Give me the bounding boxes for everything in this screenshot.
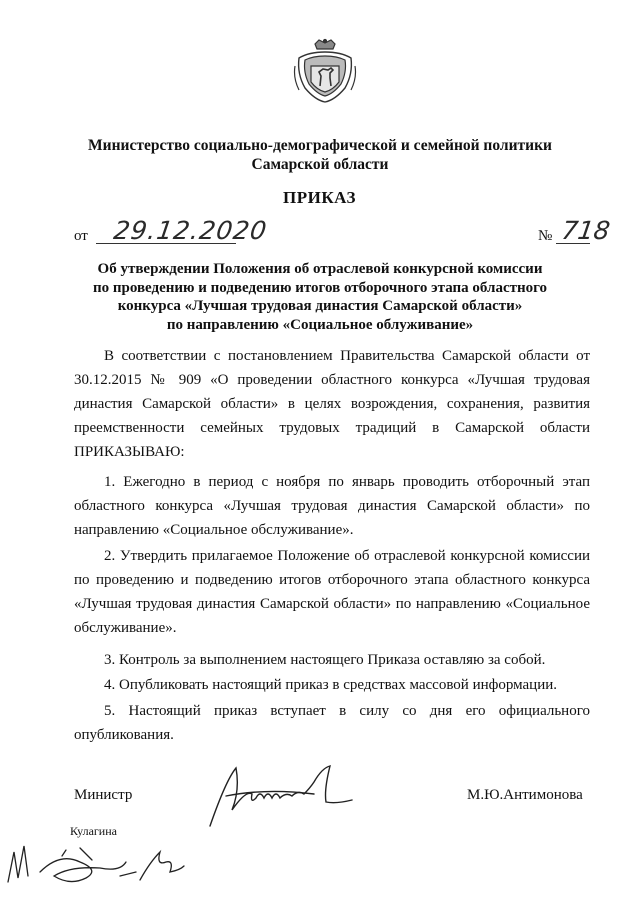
handwritten-signature [206, 760, 356, 830]
order-item-5: 5. Настоящий приказ вступает в силу со дня его официального опубликования. [74, 703, 590, 743]
date-underline [96, 243, 236, 244]
signer-role: Министр [74, 787, 133, 803]
subject-line-3: конкурса «Лучшая трудовая династия Самарской области» [117, 298, 523, 314]
order-item-3: 3. Контроль за выполнением настоящего Приказа оставляю за собой. [104, 652, 546, 668]
orders-word: ПРИКАЗЫВАЮ: [74, 444, 185, 460]
date-label: от [74, 228, 88, 244]
executor-name: Кулагина [70, 824, 117, 838]
order-title: ПРИКАЗ [283, 188, 356, 207]
ministry-line-1: Министерство социально-демографической и семейной политики [88, 137, 552, 154]
handwritten-date: 29.12.2020 [111, 216, 270, 245]
number-underline [556, 243, 590, 244]
coat-of-arms-icon [293, 38, 357, 104]
signer-name: М.Ю.Антимонова [467, 787, 583, 803]
ministry-name [60, 136, 580, 174]
approval-initials [0, 832, 200, 892]
subject-line-2: по проведению и подведению итогов отборочного этапа областного [92, 279, 548, 296]
subject-line-1: Об утверждении Положения об отраслевой конкурсной комиссии [97, 261, 543, 277]
order-item-2: 2. Утвердить прилагаемое Положение об отраслевой конкурсной комиссии по проведению и подведению итогов отборочного этапа областного конкурса «Лучшая трудовая династия Самарской области» по направлению «Социальное обслуживание». [74, 548, 590, 636]
preamble-text: В соответствии с постановлением Правительства Самарской области от 30.12.2015 № 909 «О проведении областного конкурса «Лучшая трудовая династия Самарской области» в целях возрождения, сохранения, развития преемственности семейных трудовых традиций в Самарской области [74, 348, 590, 436]
number-label: № [538, 228, 553, 244]
ministry-line-2: Самарской области [251, 156, 389, 173]
subject-line-4: по направлению «Социальное облуживание» [166, 316, 474, 333]
order-item-1: 1. Ежегодно в период с ноября по январь проводить отборочный этап областного конкурса «Лучшая трудовая династия Самарской области» по направлению «Социальное обслуживание». [74, 474, 590, 538]
order-item-4: 4. Опубликовать настоящий приказ в средствах массовой информации. [104, 677, 558, 693]
preamble-paragraph [74, 344, 590, 464]
handwritten-number: 718 [559, 216, 612, 245]
order-subject [80, 260, 560, 334]
